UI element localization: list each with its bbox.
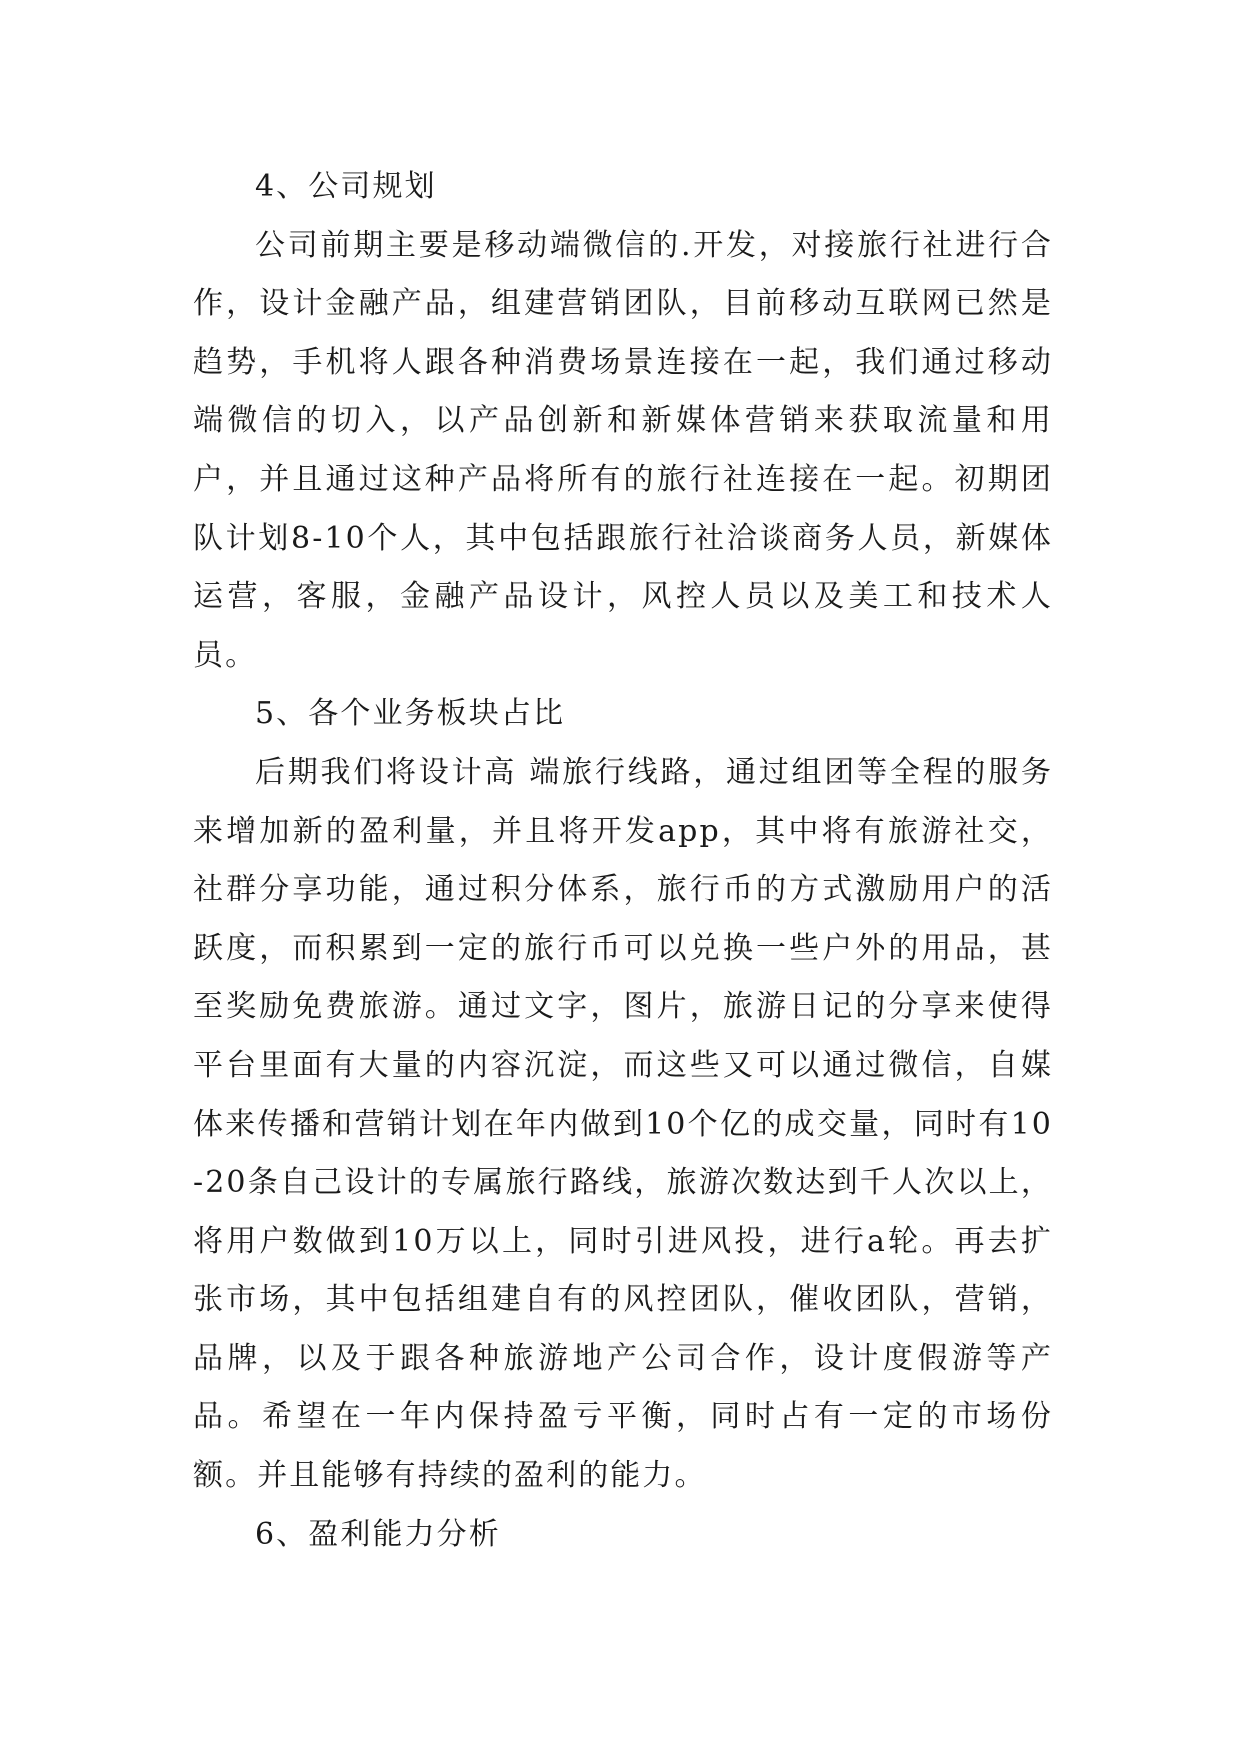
section-paragraph-business-share: 后期我们将设计高 端旅行线路，通过组团等全程的服务来增加新的盈利量，并且将开发app，其中将有旅游社交，社群分享功能，通过积分体系，旅行币的方式激励用户的活跃度，而积累到一定的旅行币可以兑换一些户外的用品，甚至奖励免费旅游。通过文字，图片，旅游日记的分享来使得平台里面有大量的内容沉淀，而这些又可以通过微信，自媒体来传播和营销计划在年内做到10个亿的成交量，同时有10-20条自己设计的专属旅行路线，旅游次数达到千人次以上，将用户数做到10万以上，同时引进风投，进行a轮。再去扩张市场，其中包括组建自有的风控团队，催收团队，营销，品牌，以及于跟各种旅游地产公司合作，设计度假游等产品。希望在一年内保持盈亏平衡，同时占有一定的市场份额。并且能够有持续的盈利的能力。 <box>193 754 1053 1494</box>
section-paragraph-company-plan: 公司前期主要是移动端微信的.开发，对接旅行社进行合作，设计金融产品，组建营销团队，目前移动互联网已然是趋势，手机将人跟各种消费场景连接在一起，我们通过移动端微信的切入，以产品创新和新媒体营销来获取流量和用户，并且通过这种产品将所有的旅行社连接在一起。初期团队计划8-10个人，其中包括跟旅行社洽谈商务人员，新媒体运营，客服，金融产品设计，风控人员以及美工和技术人员。 <box>193 227 1053 673</box>
section-heading-profitability: 6、盈利能力分析 <box>255 1516 501 1552</box>
document-page <box>193 158 1053 1564</box>
section-heading-company-plan: 4、公司规划 <box>255 169 437 204</box>
section-heading-business-share: 5、各个业务板块占比 <box>255 696 566 732</box>
